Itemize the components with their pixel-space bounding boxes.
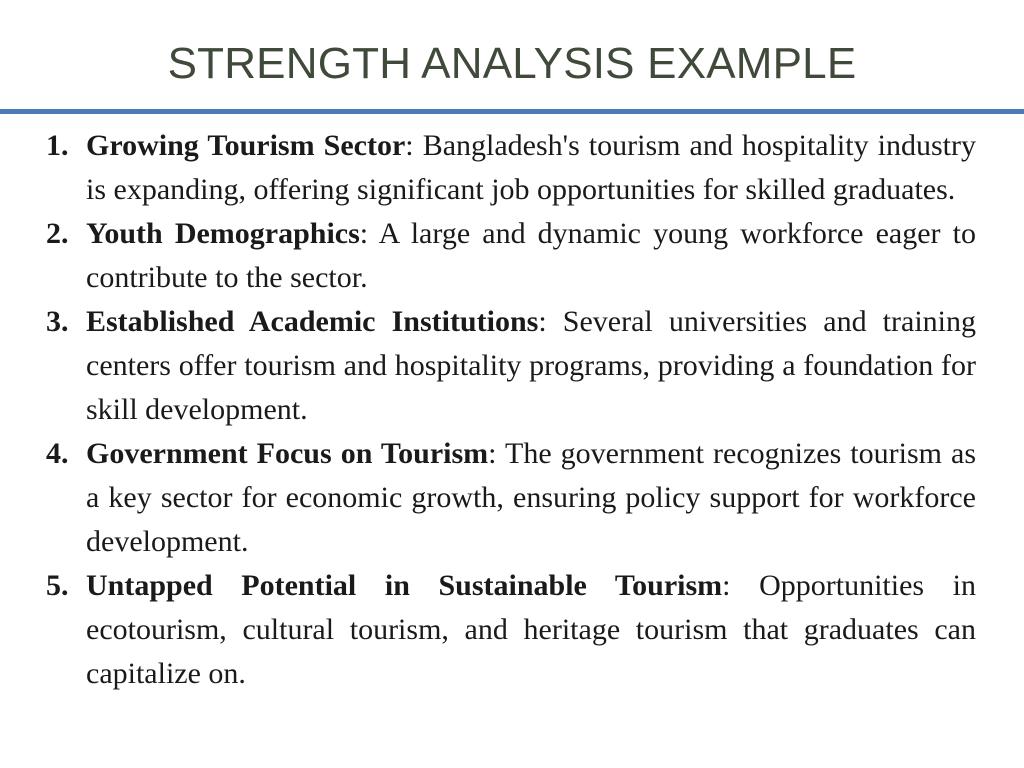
item-title: Youth Demographics (86, 217, 360, 250)
item-text: The government recognizes tourism as a key sector for economic growth, ensuring policy support for workforce development. (86, 437, 977, 558)
item-number: 1. (46, 129, 69, 162)
list-item (0, 212, 1024, 300)
item-title: Growing Tourism Sector (86, 129, 406, 162)
item-number: 5. (46, 569, 69, 602)
slide-title: STRENGTH ANALYSIS EXAMPLE (167, 39, 857, 88)
list-item (0, 124, 1024, 212)
strength-list (0, 124, 1024, 696)
item-text: A large and dynamic young workforce eager to contribute to the sector. (86, 217, 976, 294)
item-number: 2. (46, 217, 69, 250)
item-title: Untapped Potential in Sustainable Tourism (86, 569, 723, 602)
item-separator: : (538, 305, 547, 338)
item-number: 3. (46, 305, 69, 338)
list-item (0, 300, 1024, 432)
item-separator: : (488, 437, 497, 470)
list-item (0, 564, 1024, 696)
item-separator: : (405, 129, 414, 162)
item-separator: : (722, 569, 731, 602)
list-item (0, 432, 1024, 564)
item-number: 4. (46, 437, 69, 470)
title-divider (0, 109, 1024, 114)
item-text: Opportunities in ecotourism, cultural tourism, and heritage tourism that graduates can capitalize on. (86, 569, 976, 690)
item-title: Established Academic Institutions (86, 305, 539, 338)
item-title: Government Focus on Tourism (86, 437, 489, 470)
item-text: Several universities and training centers offer tourism and hospitality programs, providing a foundation for skill development. (86, 305, 976, 426)
item-text: Bangladesh's tourism and hospitality industry is expanding, offering significant job opportunities for skilled graduates. (86, 129, 977, 206)
item-separator: : (359, 217, 369, 250)
